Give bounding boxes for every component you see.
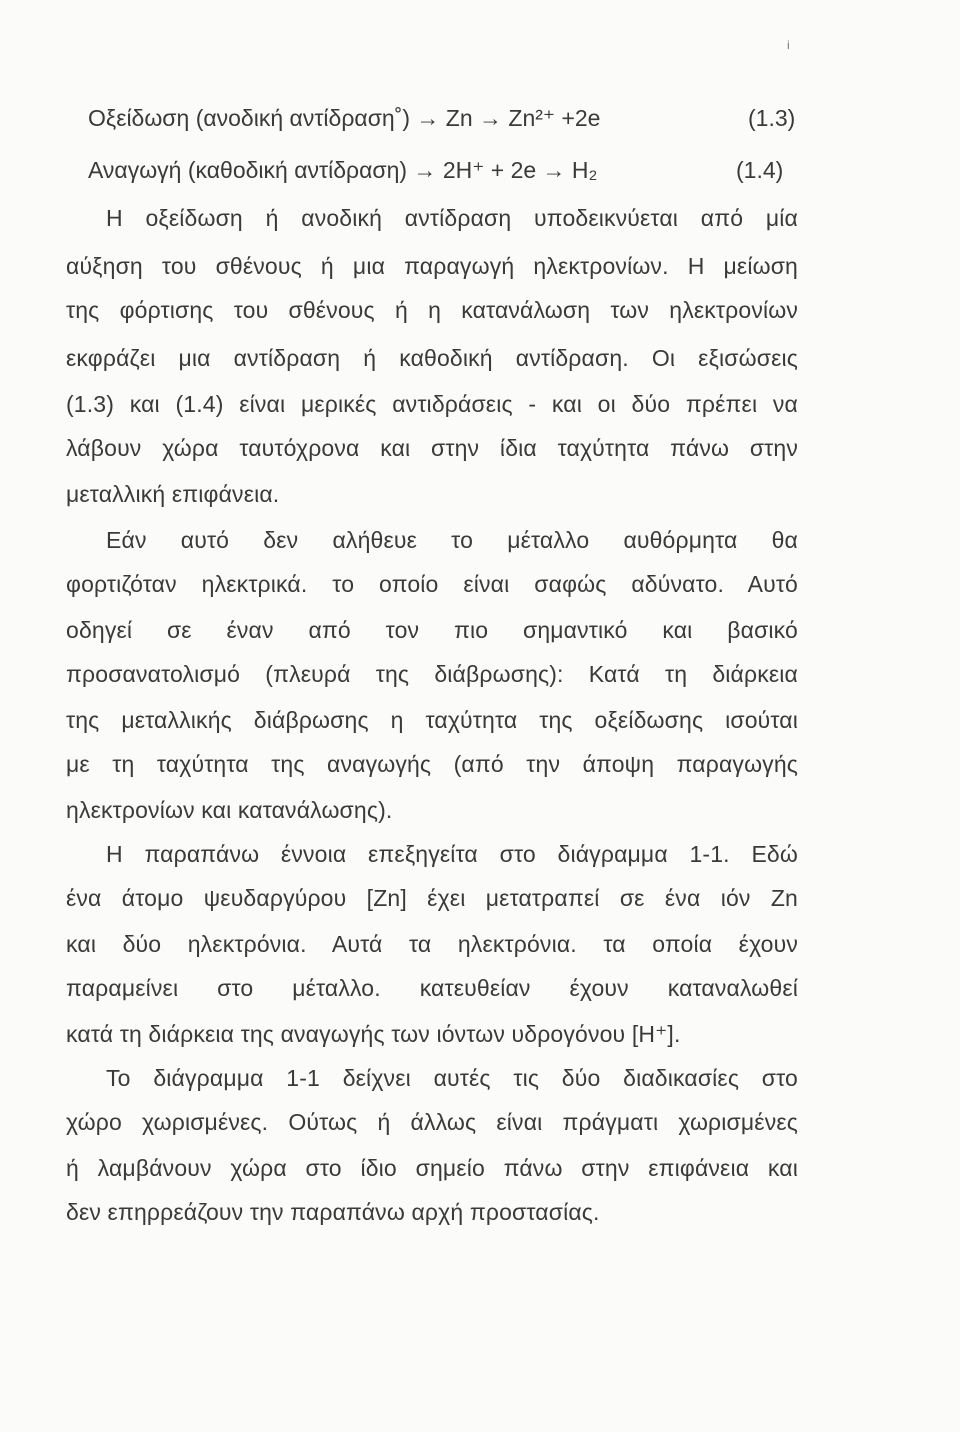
text-line: της φόρτισης του σθένους ή η κατανάλωση των ηλεκτρονίων [66,297,798,323]
text-line: Εάν αυτό δεν αλήθευε το μέταλλο αυθόρμητα θα [106,527,798,553]
text-line: λάβουν χώρα ταυτόχρονα και στην ίδια ταχύτητα πάνω στην [66,435,798,461]
text-line: χώρο χωρισμένες. Ούτως ή άλλως είναι πράγματι χωρισμένες [66,1109,798,1135]
text-line: προσανατολισμό (πλευρά της διάβρωσης): Κατά τη διάρκεια [66,661,798,687]
text-line: φορτιζόταν ηλεκτρικά. το οποίο είναι σαφώς αδύνατο. Αυτό [66,571,798,597]
text-line: Η οξείδωση ή ανοδική αντίδραση υποδεικνύεται από μία [106,205,798,231]
text-line: κατά τη διάρκεια της αναγωγής των ιόντων υδρογόνου [H⁺]. [66,1021,681,1047]
text-line: με τη ταχύτητα της αναγωγής (από την άποψη παραγωγής [66,751,798,777]
text-line: της μεταλλικής διάβρωσης η ταχύτητα της οξείδωσης ισούται [66,707,798,733]
text-line: Η παραπάνω έννοια επεξηγείτα στο διάγραμμα 1-1. Εδώ [106,841,798,867]
equation-reduction: Αναγωγή (καθοδική αντίδραση) → 2H⁺ + 2e → H₂ [88,157,598,183]
equation-label-1-3: (1.3) [748,105,796,131]
text-line: οδηγεί σε έναν από τον πιο σημαντικό και βασικό [66,617,798,643]
text-line: ηλεκτρονίων και κατανάλωσης). [66,797,393,823]
text-line: και δύο ηλεκτρόνια. Αυτά τα ηλεκτρόνια. τα οποία έχουν [66,931,798,957]
text-line: Το διάγραμμα 1-1 δείχνει αυτές τις δύο διαδικασίες στο [106,1065,798,1091]
page-mark: i [787,38,790,52]
text-line: ή λαμβάνουν χώρα στο ίδιο σημείο πάνω στην επιφάνεια και [66,1155,798,1181]
equation-label-1-4: (1.4) [736,157,784,183]
text-line: (1.3) και (1.4) είναι μερικές αντιδράσεις - και οι δύο πρέπει να [66,391,798,417]
text-line: παραμείνει στο μέταλλο. κατευθείαν έχουν καταναλωθεί [66,975,798,1001]
text-line: αύξηση του σθένους ή μια παραγωγή ηλεκτρονίων. Η μείωση [66,253,798,279]
text-line: εκφράζει μια αντίδραση ή καθοδική αντίδραση. Οι εξισώσεις [66,345,798,371]
text-line: ένα άτομο ψευδαργύρου [Zn] έχει μετατραπεί σε ένα ιόν Zn [66,885,798,911]
equation-oxidation: Οξείδωση (ανοδική αντίδραση˚) → Zn → Zn²⁺ +2e [88,105,601,131]
text-line: μεταλλική επιφάνεια. [66,481,280,507]
text-line: δεν επηρρεάζουν την παραπάνω αρχή προστασίας. [66,1199,600,1225]
